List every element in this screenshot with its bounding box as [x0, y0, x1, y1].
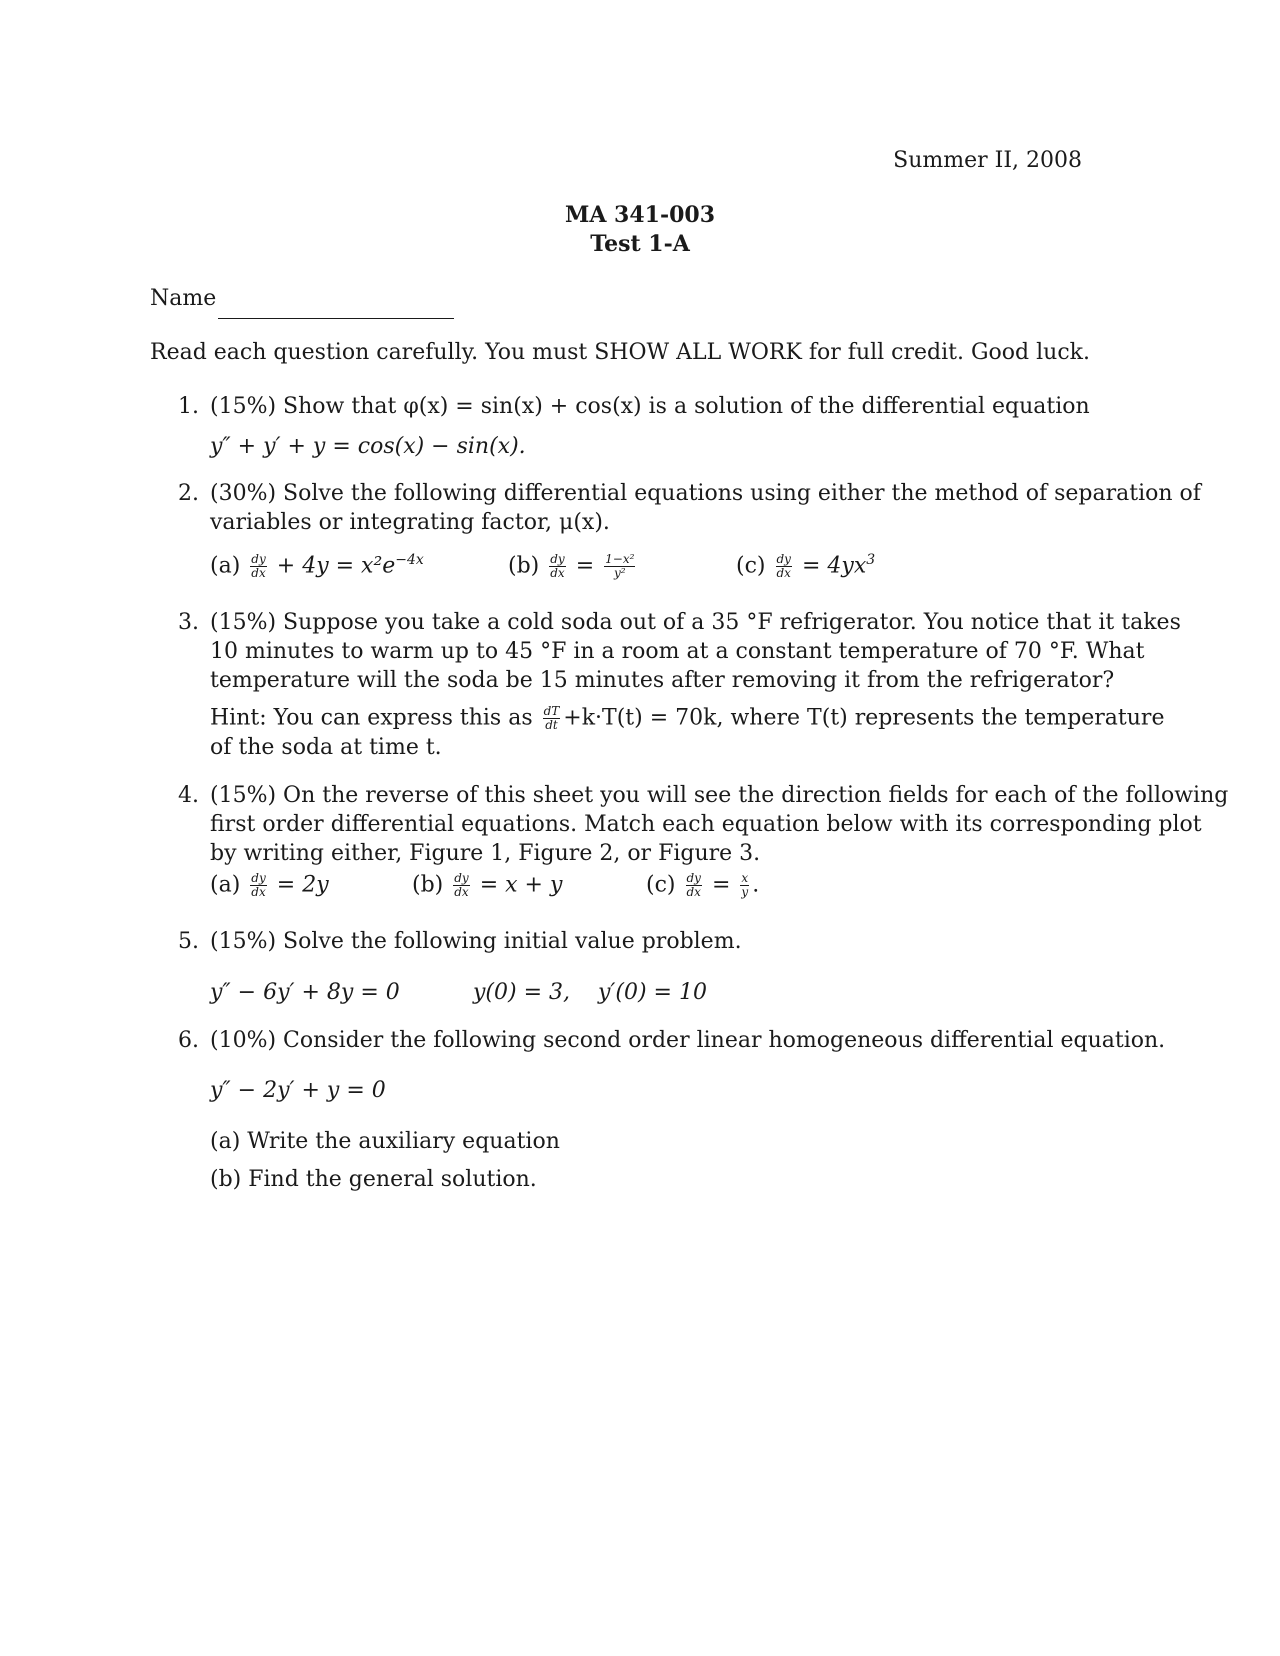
part-label: (c) [736, 553, 766, 579]
derivative-fraction: $\frac{dy}{dx}$ [251, 871, 266, 899]
part-label: (b) [412, 872, 444, 898]
hint-text: of the soda at time t. [210, 735, 442, 760]
equation: = 2y [276, 872, 329, 898]
part-b [412, 872, 562, 899]
question-number: 3. [178, 610, 199, 635]
part-label: (b) [508, 553, 540, 579]
equation: y″ − 2y′ + y = 0 [210, 1078, 386, 1103]
part-c [736, 553, 875, 580]
question-text: first order differential equations. Match each equation below with its corresponding plot [210, 812, 1202, 837]
question-number: 6. [178, 1028, 199, 1053]
derivative-fraction: $\frac{dy}{dx}$ [251, 552, 266, 580]
question-text: variables or integrating factor, μ(x). [210, 510, 610, 535]
hint-text: Hint: You can express this as [210, 705, 533, 731]
exponent: −4x [395, 552, 424, 569]
part-a [210, 553, 424, 580]
instructions: Read each question carefully. You must SHOW ALL WORK for full credit. Good luck. [150, 340, 1090, 365]
name-label: Name [150, 286, 217, 311]
initial-conditions: y(0) = 3, y′(0) = 10 [473, 980, 707, 1005]
question-text: (15%) Suppose you take a cold soda out of a 35 °F refrigerator. You notice that it takes [210, 610, 1181, 635]
question-text: by writing either, Figure 1, Figure 2, or Figure 3. [210, 841, 761, 866]
question-number: 4. [178, 783, 199, 808]
hint [210, 705, 1164, 732]
rhs-fraction: $\frac{x}{y}$ [741, 871, 749, 899]
question-text: (15%) Show that φ(x) = sin(x) + cos(x) is a solution of the differential equation [210, 394, 1090, 419]
equation: y″ + y′ + y = cos(x) − sin(x). [210, 434, 526, 459]
derivative-fraction: $\frac{dy}{dx}$ [686, 871, 701, 899]
name-field-line[interactable] [218, 318, 454, 319]
test-title: Test 1-A [590, 231, 690, 257]
part-c: (c) $\frac{dy}{dx}$ = $\frac{x}{y}$ . [646, 871, 760, 899]
question-text: (15%) On the reverse of this sheet you will see the direction fields for each of the following [210, 783, 1229, 808]
question-number: 5. [178, 929, 199, 954]
question-text: temperature will the soda be 15 minutes after removing it from the refrigerator? [210, 668, 1115, 693]
derivative-fraction: $\frac{dy}{dx}$ [776, 552, 791, 580]
term-date: Summer II, 2008 [893, 148, 1082, 173]
part-a [210, 872, 329, 899]
question-text: (15%) Solve the following initial value problem. [210, 929, 742, 954]
equation: y″ − 6y′ + 8y = 0 [210, 980, 400, 1005]
part-b: (b) $\frac{dy}{dx}$ = $\frac{\text{1−x²}}{\text{y²}}$ [508, 552, 635, 580]
derivative-fraction: $\frac{dy}{dx}$ [550, 552, 565, 580]
equation: = x + y [479, 872, 563, 898]
hint-text: +k·T(t) = 70k, where T(t) represents the temperature [563, 705, 1165, 731]
part-b: (b) Find the general solution. [210, 1167, 537, 1192]
exponent: 3 [866, 552, 876, 569]
derivative-fraction: $\frac{dy}{dx}$ [454, 871, 469, 899]
question-number: 2. [178, 481, 199, 506]
question-number: 1. [178, 394, 199, 419]
rhs-fraction: $\frac{\text{1−x²}}{\text{y²}}$ [605, 552, 635, 580]
question-text: (10%) Consider the following second order linear homogeneous differential equation. [210, 1028, 1166, 1053]
question-text: 10 minutes to warm up to 45 °F in a room at a constant temperature of 70 °F. What [210, 639, 1145, 664]
question-text: (30%) Solve the following differential equations using either the method of separation of [210, 481, 1201, 506]
equation: + 4y = x²e [276, 553, 396, 579]
course-title: MA 341-003 [564, 202, 716, 228]
part-label: (c) [646, 872, 676, 898]
part-label: (a) [210, 872, 241, 898]
derivative-fraction: $\frac{dT}{dt}$ [543, 704, 560, 732]
part-a: (a) Write the auxiliary equation [210, 1129, 560, 1154]
equation: = 4yx [801, 553, 867, 579]
part-label: (a) [210, 553, 241, 579]
